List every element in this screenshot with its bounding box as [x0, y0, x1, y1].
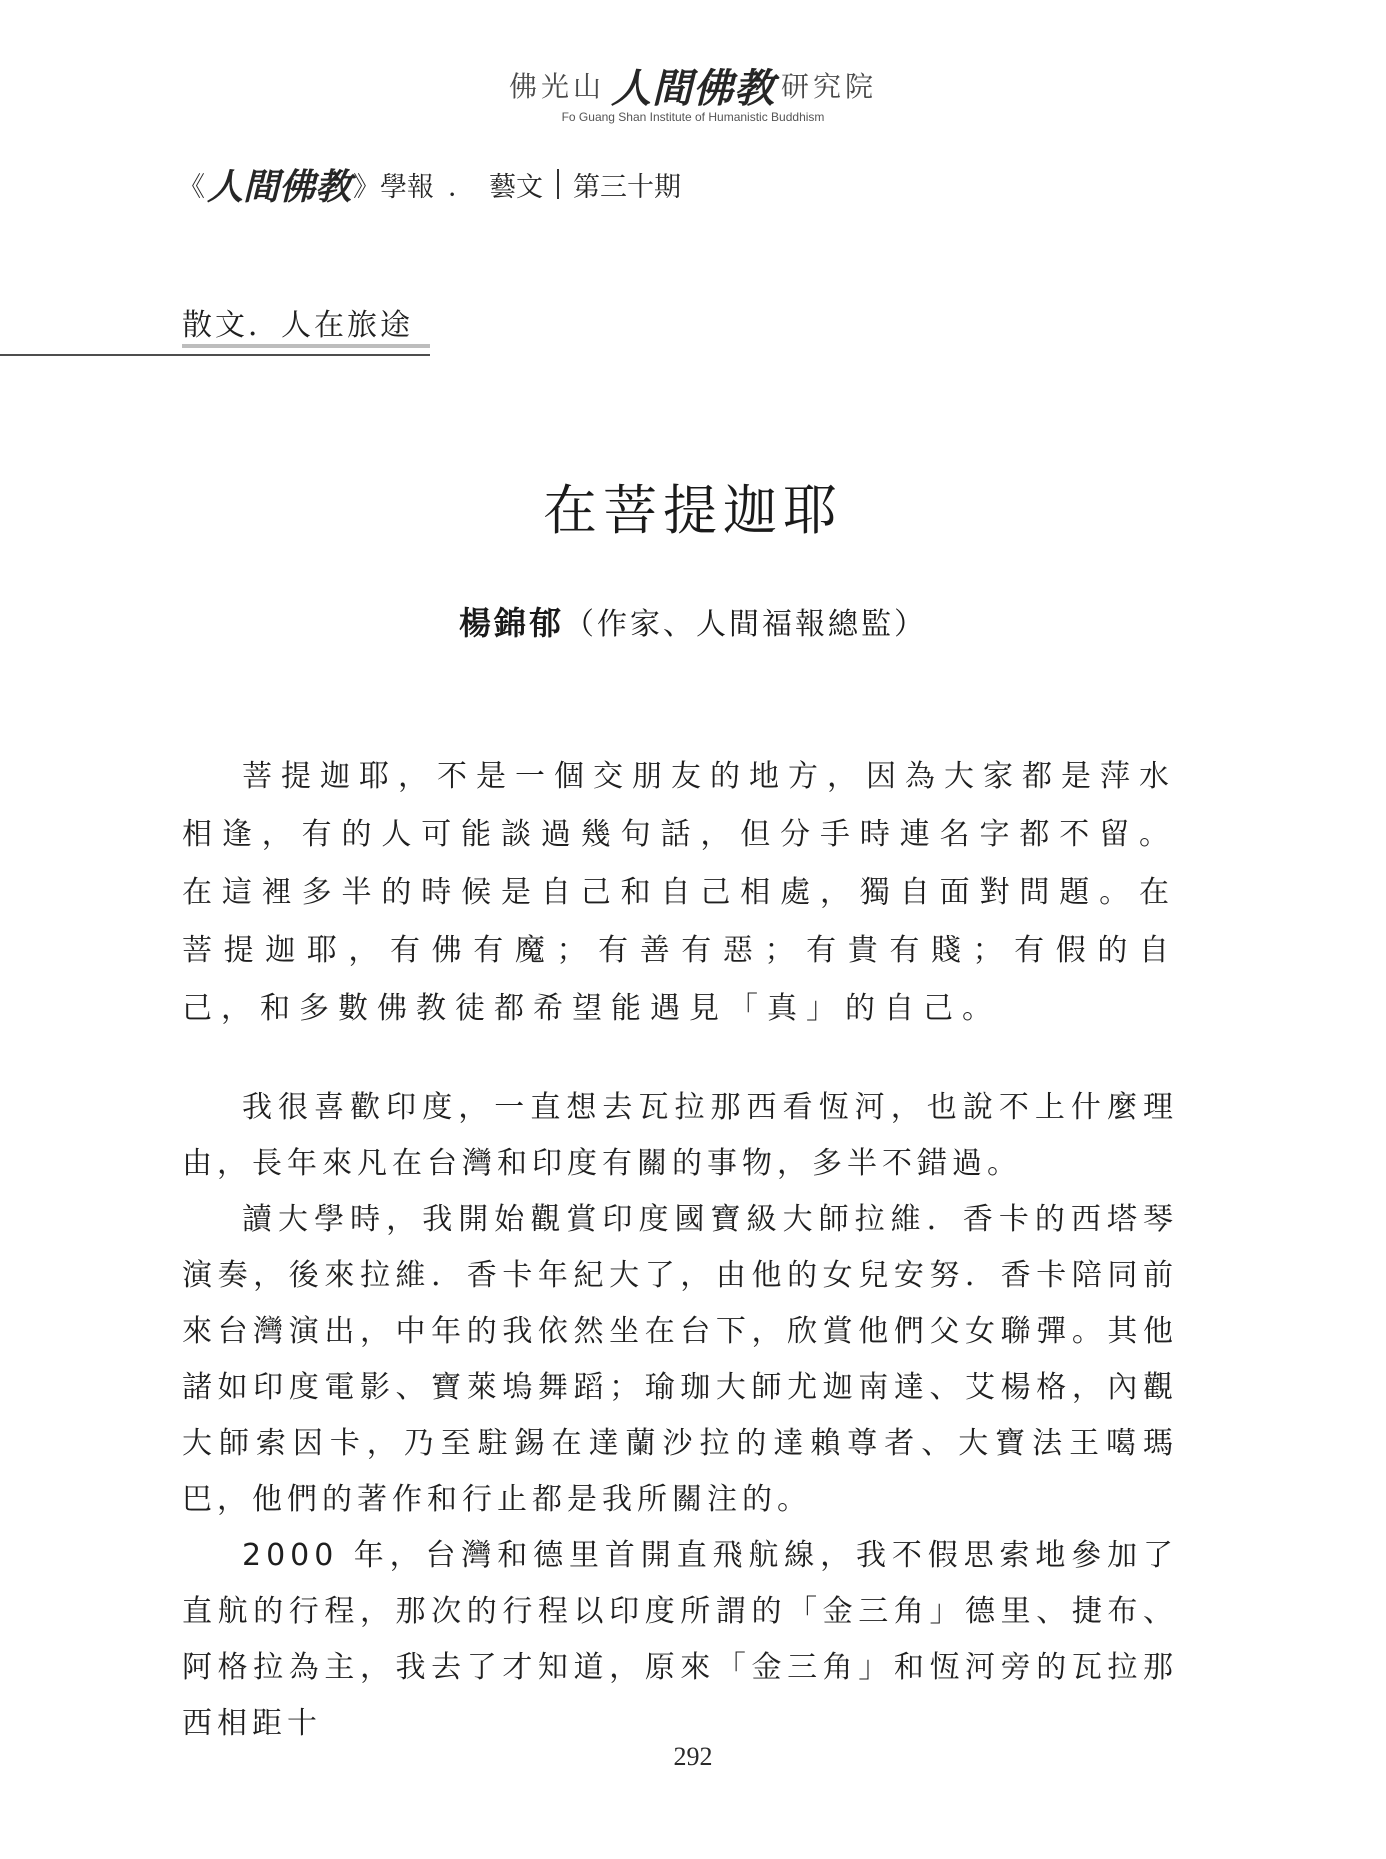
intro-section: [182, 748, 1178, 1038]
institute-english-name: Fo Guang Shan Institute of Humanistic Buddhism: [561, 110, 825, 124]
journal-close-bracket: 》: [353, 171, 381, 203]
section-rule: [0, 354, 430, 356]
page-number: 292: [673, 1742, 713, 1771]
body-paragraph: 2000 年，台灣和德里首開直飛航線，我不假思索地參加了直航的行程，那次的行程以印度所謂的「金三角」德里、捷布、阿格拉為主，我去了才知道，原來「金三角」和恆河旁的瓦拉那西相距十: [182, 1538, 1178, 1741]
body-paragraph: 我很喜歡印度，一直想去瓦拉那西看恆河，也說不上什麼理由，長年來凡在台灣和印度有關的事物，多半不錯過。: [182, 1090, 1178, 1181]
journal-divider: [557, 169, 559, 199]
journal-name: 學報: [380, 171, 435, 203]
institute-brand-logo: 人間佛教: [611, 64, 775, 112]
institute-suffix: 研究院: [781, 70, 878, 103]
body-paragraph: 讀大學時，我開始觀賞印度國寶級大師拉維．香卡的西塔琴演奏，後來拉維．香卡年紀大了，由他的女兒安努．香卡陪同前來台灣演出，中年的我依然坐在台下，欣賞他們父女聯彈。其他諸如印度電影、寶萊塢舞蹈；瑜珈大師尤迦南達、艾楊格，內觀大師索因卡，乃至駐錫在達蘭沙拉的達賴尊者、大寶法王噶瑪巴，他們的著作和行止都是我所關注的。: [182, 1202, 1178, 1517]
institute-prefix: 佛光山: [508, 70, 605, 103]
journal-category: 藝文: [489, 171, 544, 203]
section-underline: [182, 344, 430, 348]
main-text: [182, 1080, 1178, 1752]
journal-issue: 第三十期: [573, 171, 682, 203]
author-name: 楊錦郁: [458, 604, 564, 642]
journal-header: [178, 162, 681, 206]
section-label: 散文．人在旅途: [182, 308, 413, 343]
article-title: 在菩提迦耶: [543, 479, 843, 542]
article-author: [0, 598, 1386, 644]
journal-dot: ．: [448, 171, 476, 203]
intro-paragraph: 菩提迦耶，不是一個交朋友的地方，因為大家都是萍水相逢，有的人可能談過幾句話，但分手時連名字都不留。在這裡多半的時候是自己和自己相處，獨自面對問題。在菩提迦耶，有佛有魔；有善有惡；有貴有賤；有假的自己，和多數佛教徒都希望能遇見「真」的自己。: [182, 759, 1178, 1026]
journal-open-bracket: 《: [178, 171, 205, 203]
institute-header: [0, 60, 1386, 110]
author-role: （作家、人間福報總監）: [564, 607, 927, 642]
journal-brand: 人間佛教: [207, 165, 352, 208]
